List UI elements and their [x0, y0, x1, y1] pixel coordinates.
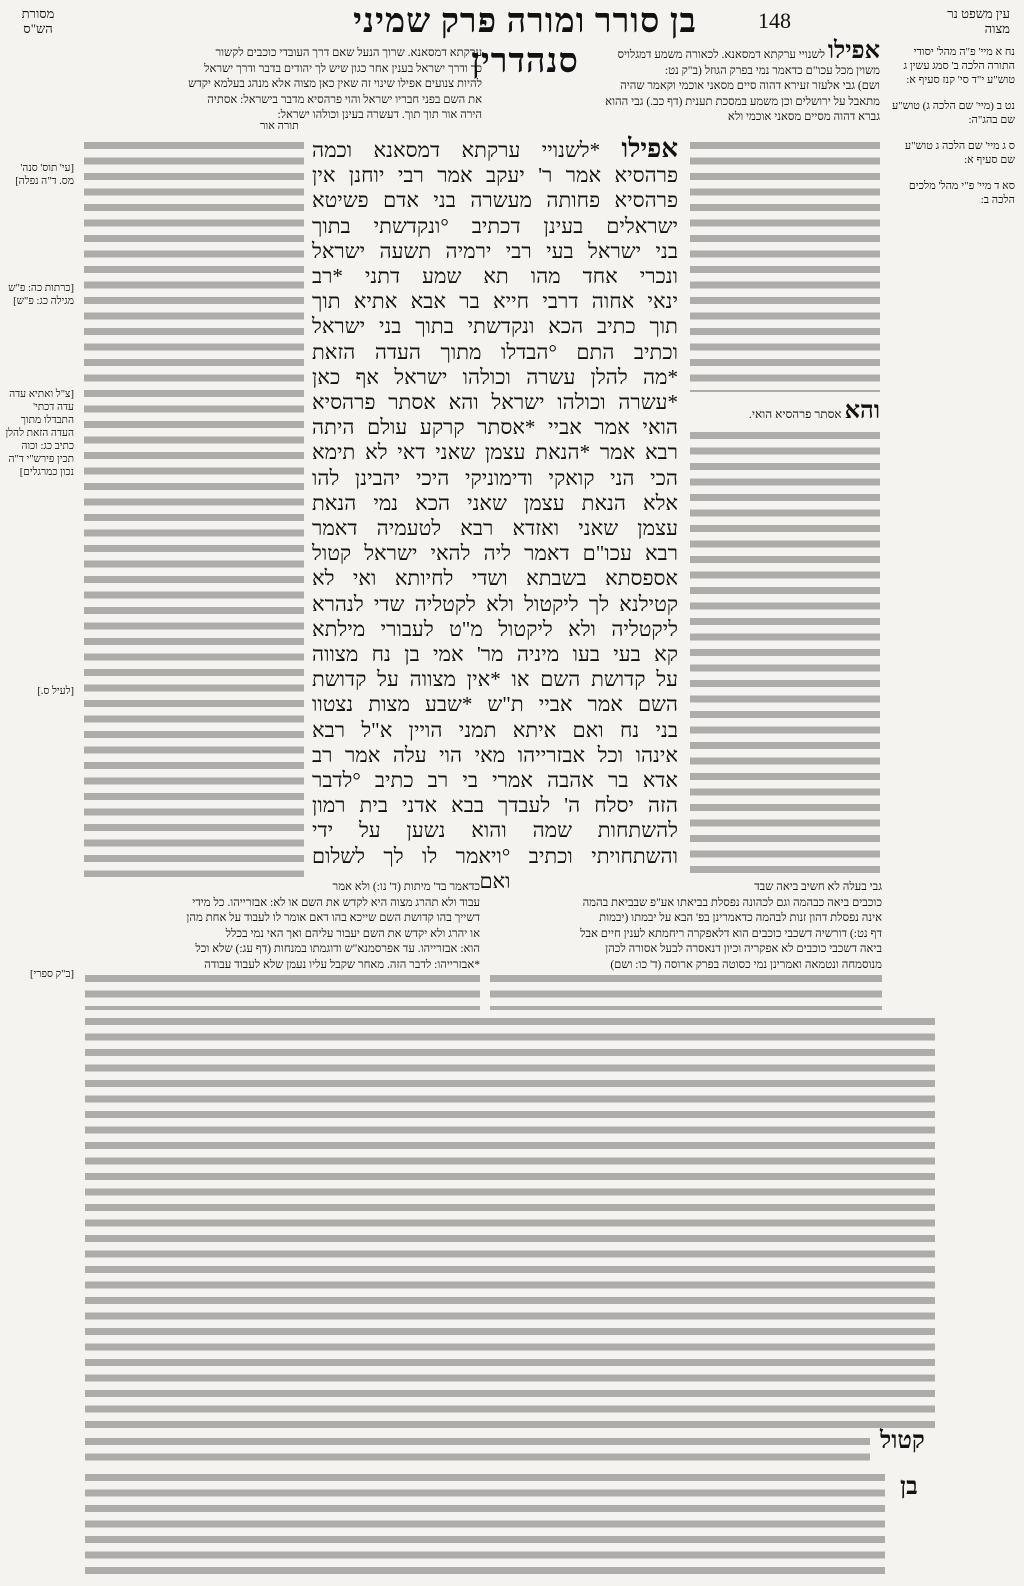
tosafot-column-text [690, 142, 880, 392]
masoret-note: [לעיל ס.] [37, 686, 74, 697]
page-title: בן סורר ומורה פרק שמיני סנהדרין [353, 3, 697, 80]
rashi-line: *אבזרייהו: לדבר הזה. מאחר שקבל עליו נעמן שלא לעבוד עבודה [204, 958, 480, 971]
gemara-line: אדא בר אהבה אמרי בי רב כתיב °לדבר [312, 768, 678, 793]
masoret-hashas-label: מסורת הש"ס [21, 6, 55, 36]
tosafot-column-text [690, 432, 880, 877]
gemara-text [312, 136, 678, 894]
gemara-catchword: ואם [479, 868, 511, 893]
ein-mishpat-column [890, 45, 1015, 219]
page-number: 148 [758, 8, 791, 33]
tosafot-fullwidth-text [85, 1474, 885, 1574]
tosafot-initial: אפילו [827, 38, 880, 64]
tosafot-line: גבי בעלה לא חשיב ביאה שבד [754, 881, 882, 893]
gemara-line: רבא עכו"ם דאמר ליה להאי ישראל קטול [312, 541, 678, 566]
rashi-line: את השם בפני חבריו ישראל והוי פרהסיא מדבר בישראל: אסתיה [207, 93, 482, 106]
tosafot-mid-text: אסתר פרהסיא הואי. [748, 407, 842, 421]
gemara-line: עצמן שאני ואזדא רבא לטעמיה דאמר [312, 516, 678, 541]
gemara-line: הכי הני קואקי ודימוניקי היכי יהבינן להו [312, 465, 678, 490]
gemara-line: תוך כתיב הכא ונקדשתי בתוך בני ישראל [312, 314, 678, 339]
masoret-note: [כרתות כה: פ"ש מגילה כג: פ"ש] [8, 283, 74, 307]
gemara-initial: אפילו [621, 134, 679, 163]
gemara-line: השם אמר אביי ת"ש *שבע מצות נצטוו [312, 692, 678, 717]
gemara-line: אלא הנאת עצמן שאני הכא נמי הנאת [312, 490, 678, 515]
rashi-column-text [84, 142, 304, 877]
ein-mishpat-entry: ס ג מיי' שם הלכה ג טוש"ע שם סעיף א: [904, 140, 1015, 166]
tosafot-line: אינה נפסלת דהון זנות לבהמה כדאמרינן בפ' הבא על יבמתו (יבמות [599, 912, 882, 924]
tosafot-initial-ben: בן [900, 1474, 918, 1500]
tosafot-dibbur [690, 398, 880, 425]
ein-mishpat-entry: נט ב (מיי' שם הלכה ג) טוש"ע שם בהג"ה: [891, 100, 1015, 126]
tosafot-line: לשנויי ערקתא דמסאנא. לכאורה משמע דמגלויס [617, 49, 825, 61]
rashi-line: להיות צנועים אפילו שינוי זה שאין כאן מצוה אלא מנהג בעלמא יקדש [188, 78, 482, 90]
gemara-line: פרהסיא פחותה מעשרה בני אדם פשיטא [312, 188, 678, 213]
gemara-line: וכתיב התם °הבדלו מתוך העדה הזאת [312, 339, 678, 364]
gemara-line: *לשנויי ערקתא דמסאנא וכמה [312, 138, 601, 162]
rashi-line: הוא: אבזרייהו. עד אפרסמנא"ש ודוגמתו במנחות (דף עג:) שלא וכל [195, 943, 480, 955]
gemara-line: בני נח ואם איתא תמני הויין א"ל רבא [312, 717, 678, 742]
tosafot-line: דף נט:) דורשיה דשכבי כוכבים הוא דלאפקרה ריחמתא לענין חיים אבל [580, 927, 882, 940]
tosafot-initial-katul: קטול [880, 1428, 925, 1454]
gemara-line: *עשרה וכולהו ישראל והא אסתר פרהסיא [312, 390, 678, 415]
gemara-line: אספסתא בשבתא ושדי לחיותא ואי לא [312, 566, 678, 591]
tosafot-fullwidth-text [85, 1018, 935, 1428]
ein-mishpat-entry: נח א מיי' פ"ה מהל' יסודי התורה הלכה ב' סמג עשין ג טוש"ע י"ד סי' קנז סעיף א: [903, 46, 1015, 86]
masoret-note: [צ"ל ואתיא עדה עדה דכתי' התבדלו מתוך העדה הזאת להלן כתיב כג: וכוה תכין פירש"י ד"ה נכון כמרגלים] [5, 389, 74, 478]
tosafot-line: ושם) גבי אלעזר זעירא דהוה סיים מסאני אוכמי וקאמר שהיה [620, 80, 880, 92]
tosafot-line: מנוסמחה ונטמאה ואמרינן נמי כסוטה בפרק ארוסה (ד' כו: ושם) [610, 958, 882, 971]
rashi-line: עבוד ולא תהרג מצוה היא לקדש את השם או לא: אבזרייהו. כל מידי [192, 896, 480, 909]
gemara-line: בני ישראל בעי רבי ירמיה תשעה ישראל [312, 238, 678, 263]
rashi-line: דשייך בהו קדושת השם שייכא בהו דאם אומר לו לעבוד על אחת מהן [186, 912, 480, 924]
ein-mishpat-entry: סא ד מיי' פ"י מהל' מלכים הלכה ב: [908, 180, 1015, 206]
gemara-line: הואי אמר אביי *אסתר קרקע עולם היתה [312, 415, 678, 440]
tosafot-line: משוין מכל עכו"ם כדאמר נמי בפרק הגוזל (ב"ק נט: [664, 64, 880, 77]
torah-or-label: תורה אור [260, 120, 299, 132]
tosafot-lower-initial [900, 1474, 918, 1501]
tosafot-bottom [490, 880, 882, 973]
gemara-line: והשתחויתי וכתיב °ויאמר לו לך לשלום [312, 843, 678, 868]
gemara-line: קטילנא לך ליקטול ולא לקטליה שדי לנהרא [312, 591, 678, 616]
tosafot-line: מתאבל על ירושלים וכן משמע במסכת תענית (דף כב.) גבי ההוא [605, 95, 880, 108]
ein-mishpat-label: עין משפט נר מצוה [947, 6, 1010, 36]
gemara-line: פרהסיא אמר ר' יעקב אמר רבי יוחנן אין [312, 163, 678, 188]
rashi-line: הירה אור תוך תוך. דעשרה בעינן וכולהו ישראל: [277, 109, 482, 121]
gemara-line: רבא אמר *הנאת עצמן שאני דאי לא תימא [312, 440, 678, 465]
gemara-line: *מה להלן עשרה וכולהו ישראל אף כאן [312, 364, 678, 389]
tosafot-line: ביאה דשכבי כוכבים לא אפקריה וכיון דנאסרה לבעל אסורה לכהן [605, 943, 882, 955]
masoret-note: [עי' תוס' סנה' מס. ד"ה נפלה] [15, 163, 74, 187]
tosafot-top [492, 38, 880, 126]
tosafot-line: כוכבים ביאה כבהמה וגם לכהונה נפסלת בביאתו אע"פ שבביאת בהמה [582, 896, 882, 909]
tosafot-column-text [490, 975, 882, 1010]
rashi-top [82, 46, 482, 124]
rashi-column-text [85, 975, 480, 1010]
rashi-line: או יהרג ולא יקדש את השם יעבור עליהם ואך האי נמי בכלל [225, 927, 480, 940]
tosafot-fullwidth-text [85, 1438, 870, 1468]
rashi-line: כדאמר בד' מיתות (ד' נו:) ולא אמר [332, 881, 480, 893]
rashi-bottom [85, 880, 480, 973]
gemara-line: ישראלים בעינן דכתיב °ונקדשתי בתוך [312, 213, 678, 238]
tosafot-line: גברא דהוה מסיים מסאני אוכמי ולא [727, 111, 880, 123]
gemara-line: קא בעי בעו מיניה מר' אמי בן נח מצווה [312, 642, 678, 667]
rashi-line: ערקתא דמסאנא. שרוך הנעל שאם דרך העובדי כוכבים לקשור [215, 47, 482, 59]
gemara-line: על קדושת השם או *אין מצווה על קדושת [312, 667, 678, 692]
gemara-line: ליקטליה ולא ליקטול מ"ט לעבורי מילתא [312, 616, 678, 641]
gemara-line: ינאי אחוה דרבי חייא בר אבא אתיא תוך [312, 289, 678, 314]
gemara-line: להשתחות שמה והוא נשען על ידי [312, 818, 678, 843]
masoret-note: [ב"ק ספרי] [30, 969, 74, 980]
gemara-line: הזה יסלח ה' לעבדך בבא אדני בית רמון [312, 793, 678, 818]
gemara-line: ונכרי אחד מהו תא שמע דתני *רב [312, 264, 678, 289]
gemara-line: אינהו וכל אבזרייהו מאי הוי עלה אמר רב [312, 742, 678, 767]
rashi-line: כך ודרך ישראל בענין אחר כגון שיש לך יהודים בדבר ודרך ישראל [204, 62, 482, 75]
tosafot-mid-initial: והא [844, 398, 880, 424]
tosafot-lower-initial [880, 1428, 925, 1455]
